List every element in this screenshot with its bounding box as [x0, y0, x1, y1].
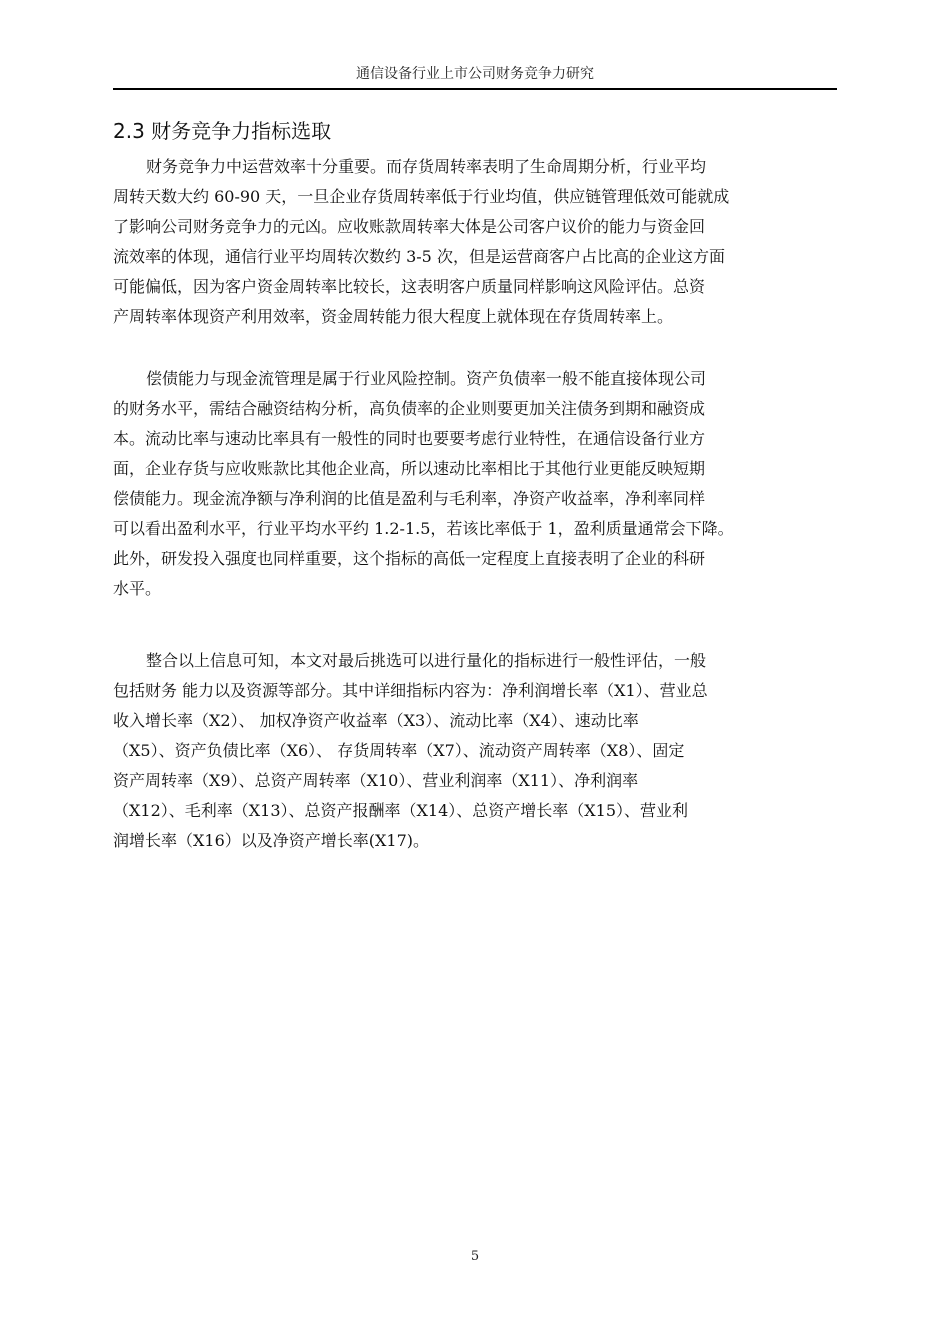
text-line: 可能偏低，因为客户资金周转率比较长，这表明客户质量同样影响这风险评估。总资 — [113, 277, 706, 296]
text-line: 本。流动比率与速动比率具有一般性的同时也要要考虑行业特性，在通信设备行业方 — [113, 429, 706, 448]
page-number: 5 — [470, 1249, 480, 1264]
paragraph-indicator-list — [113, 646, 837, 856]
text-line: （X5）、资产负债比率（X6）、 存货周转率（X7）、流动资产周转率（X8）、固定 — [113, 741, 685, 760]
paragraph-operating-efficiency — [113, 152, 837, 332]
text-line: 流效率的体现，通信行业平均周转次数约 3-5 次，但是运营商客户占比高的企业这方面 — [113, 247, 725, 266]
text-line: 偿债能力与现金流管理是属于行业风险控制。资产负债率一般不能直接体现公司 — [146, 369, 707, 388]
text-line: 的财务水平，需结合融资结构分析，高负债率的企业则要更加关注债务到期和融资成 — [113, 399, 706, 418]
text-line: 了影响公司财务竞争力的元凶。应收账款周转率大体是公司客户议价的能力与资金回 — [113, 217, 706, 236]
text-line: 润增长率（X16）以及净资产增长率(X17)。 — [113, 831, 429, 850]
running-header: 通信设备行业上市公司财务竞争力研究 — [356, 66, 594, 82]
text-line: 包括财务 能力以及资源等部分。其中详细指标内容为：净利润增长率（X1）、营业总 — [113, 681, 708, 700]
header-rule — [113, 88, 837, 90]
text-line: 周转天数大约 60-90 天，一旦企业存货周转率低于行业均值，供应链管理低效可能就成 — [113, 187, 730, 206]
text-line: 可以看出盈利水平，行业平均水平约 1.2-1.5，若该比率低于 1，盈利质量通常会下降。 — [113, 519, 734, 538]
text-line: 偿债能力。现金流净额与净利润的比值是盈利与毛利率，净资产收益率，净利率同样 — [113, 489, 706, 508]
text-line: 面，企业存货与应收账款比其他企业高，所以速动比率相比于其他行业更能反映短期 — [113, 459, 706, 478]
text-line: 整合以上信息可知，本文对最后挑选可以进行量化的指标进行一般性评估，一般 — [146, 651, 707, 670]
text-line: 产周转率体现资产利用效率，资金周转能力很大程度上就体现在存货周转率上。 — [113, 307, 674, 326]
text-line: 财务竞争力中运营效率十分重要。而存货周转率表明了生命周期分析，行业平均 — [146, 157, 707, 176]
section-heading: 2.3 财务竞争力指标选取 — [113, 119, 332, 143]
text-line: 此外，研发投入强度也同样重要，这个指标的高低一定程度上直接表明了企业的科研 — [113, 549, 706, 568]
text-line: 资产周转率（X9）、总资产周转率（X10）、营业利润率（X11）、净利润率 — [113, 771, 639, 790]
text-line: 收入增长率（X2）、 加权净资产收益率（X3）、流动比率（X4）、速动比率 — [113, 711, 639, 730]
text-line: （X12）、毛利率（X13）、总资产报酬率（X14）、总资产增长率（X15）、营业利 — [113, 801, 689, 820]
paragraph-solvency-cashflow — [113, 364, 837, 604]
text-line: 水平。 — [113, 579, 162, 598]
